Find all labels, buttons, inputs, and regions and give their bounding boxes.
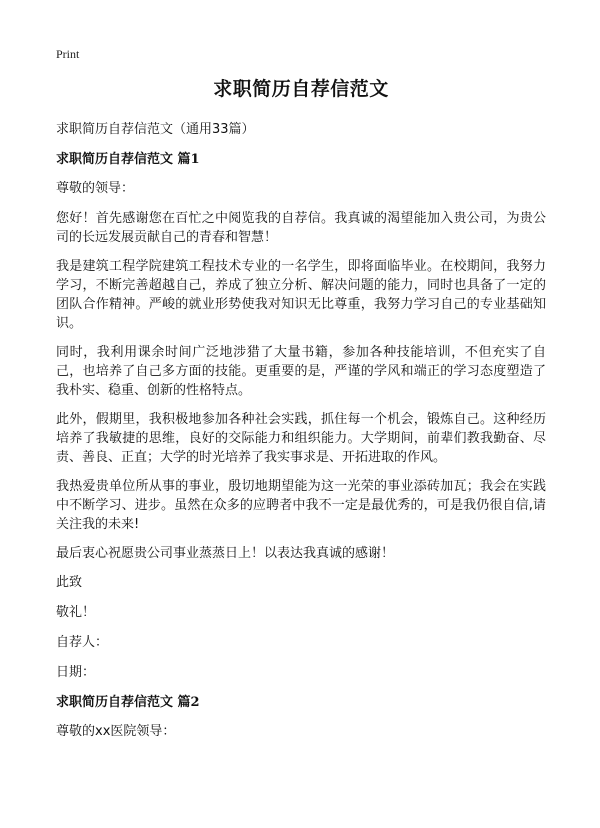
paragraph-5: 我热爱贵单位所从事的事业，殷切地期望能为这一光荣的事业添砖加瓦；我会在实践中不断学习、进步。虽然在众多的应聘者中我不一定是最优秀的，可是我仍很自信,请关注我的未来!	[56, 479, 546, 532]
closing-salute: 敬礼！	[56, 605, 96, 620]
paragraph-2: 我是建筑工程学院建筑工程技术专业的一名学生，即将面临毕业。在校期间，我努力学习，不断完善超越自己，养成了独立分析、解决问题的能力，同时也具备了一定的团队合作精神。严峻的就业形势使我对知识无比尊重，我努力学习自己的专业基础知识。	[56, 259, 546, 331]
section-heading-1: 求职简历自荐信范文 篇1	[56, 152, 200, 167]
paragraph-4: 此外，假期里，我积极地参加各种社会实践，抓住每一个机会，锻炼自己。这种经历培养了我敏捷的思维，良好的交际能力和组织能力。大学期间，前辈们教我勤奋、尽责、善良、正直；大学的时光培养了我实事求是、开拓进取的作风。	[56, 412, 546, 465]
paragraph-6: 最后衷心祝愿贵公司事业蒸蒸日上！以表达我真诚的感谢！	[56, 546, 395, 561]
salutation-2: 尊敬的xx医院领导：	[56, 724, 176, 739]
paragraph-3: 同时，我利用课余时间广泛地涉猎了大量书籍，参加各种技能培训，不但充实了自己，也培养了自己多方面的技能。更重要的是，严谨的学风和端正的学习态度塑造了我朴实、稳重、创新的性格特点。	[56, 345, 546, 398]
closing-regards: 此致	[56, 575, 83, 590]
print-link[interactable]: Print	[56, 47, 80, 61]
paragraph-1: 您好！首先感谢您在百忙之中阅览我的自荐信。我真诚的渴望能加入贵公司，为贵公司的长远发展贡献自己的青春和智慧！	[56, 211, 546, 245]
section-heading-2: 求职简历自荐信范文 篇2	[56, 695, 200, 710]
document-subtitle: 求职简历自荐信范文（通用33篇）	[56, 122, 255, 137]
salutation: 尊敬的领导：	[56, 181, 135, 196]
signer-label: 自荐人：	[56, 635, 109, 650]
document-title: 求职简历自荐信范文	[213, 78, 389, 100]
date-label: 日期：	[56, 665, 96, 680]
